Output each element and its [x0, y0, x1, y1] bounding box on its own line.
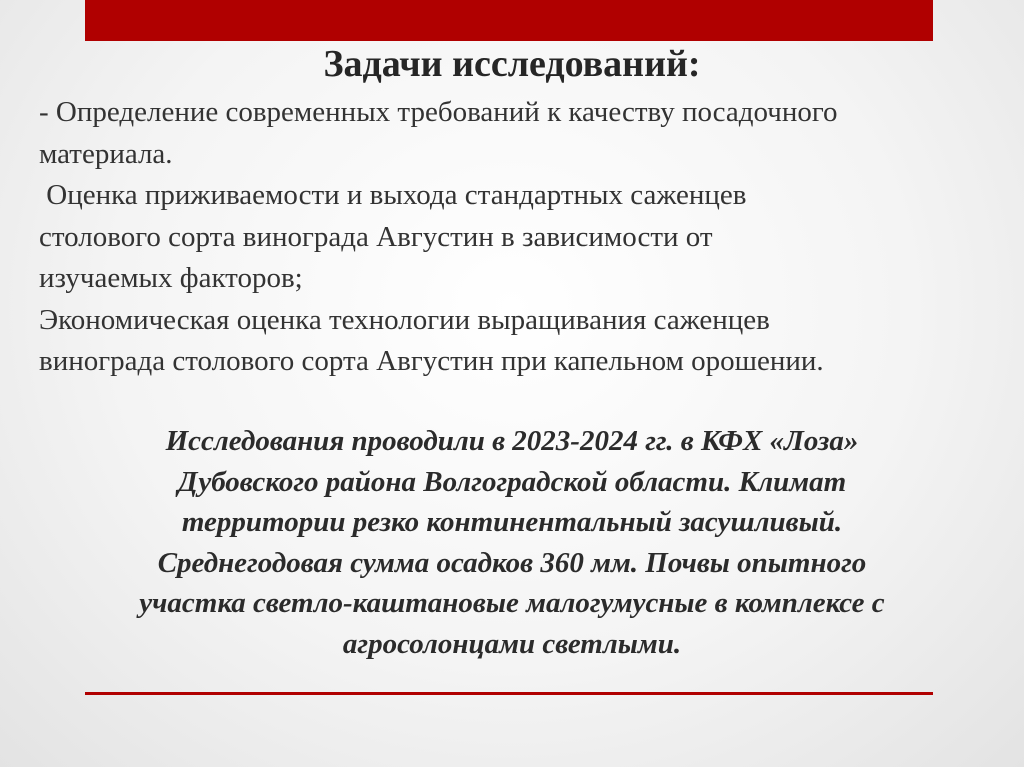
note-line: Среднегодовая сумма осадков 360 мм. Почвы опытного — [157, 546, 867, 579]
task-line: - Определение современных требований к качеству посадочного — [39, 96, 838, 128]
note-line: территории резко континентальный засушливый. — [181, 506, 843, 538]
note-line: участка светло-каштановые малогумусные в комплексе с — [139, 587, 885, 619]
note-line: агросолонцами светлыми. — [342, 627, 682, 660]
top-accent-bar — [85, 0, 933, 41]
task-line: изучаемых факторов; — [39, 262, 303, 294]
task-line: столового сорта винограда Августин в зависимости от — [39, 220, 713, 253]
task-line: винограда столового сорта Августин при капельном орошении. — [39, 345, 824, 377]
task-line: Оценка приживаемости и выхода стандартных саженцев — [39, 179, 747, 211]
task-line: Экономическая оценка технологии выращивания саженцев — [39, 303, 770, 336]
note-line: Дубовского района Волгоградской области. Климат — [177, 465, 847, 498]
note-line: Исследования проводили в 2023-2024 гг. в КФХ «Лоза» — [165, 425, 859, 457]
task-line: материала. — [39, 137, 173, 170]
tasks-list — [39, 92, 999, 383]
bottom-divider — [85, 692, 933, 695]
slide-title: Задачи исследований: — [323, 43, 701, 85]
research-conditions-note — [40, 421, 984, 664]
